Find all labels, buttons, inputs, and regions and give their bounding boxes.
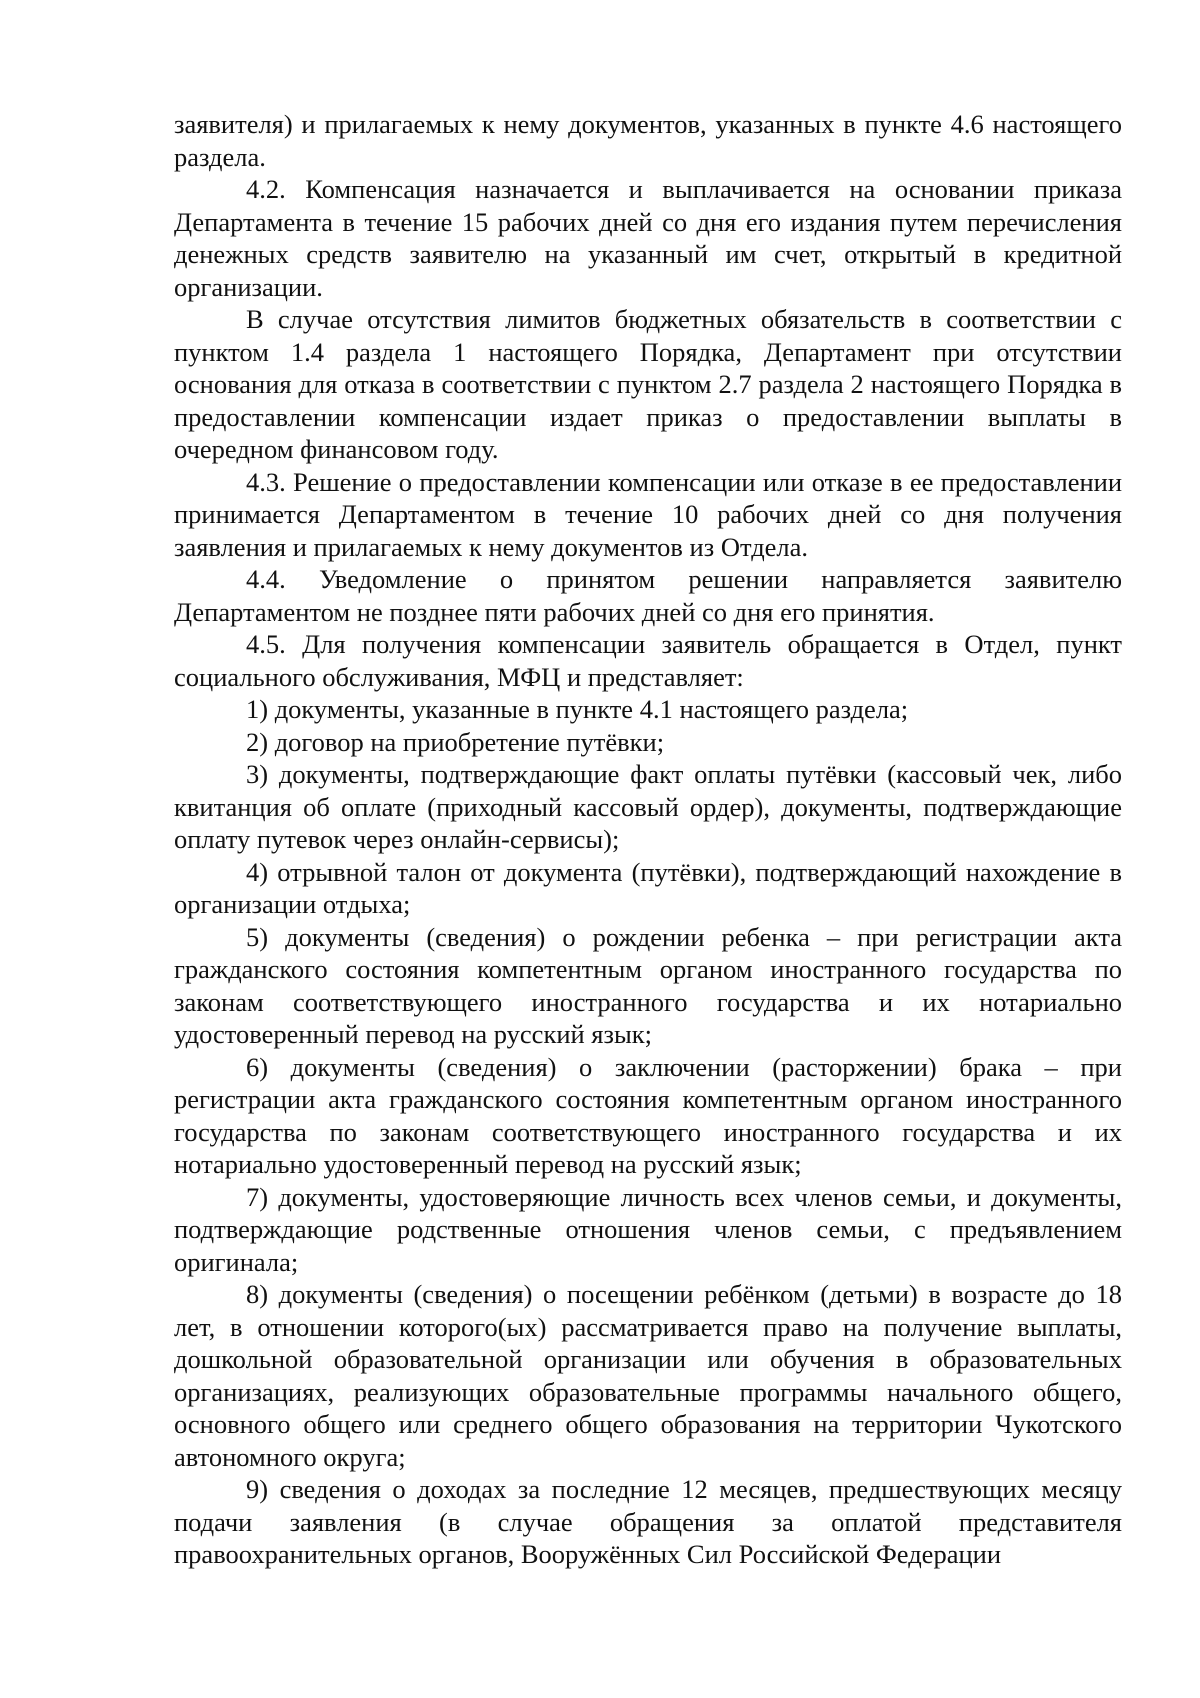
list-item-9: 9) сведения о доходах за последние 12 месяцев, предшествующих месяцу подачи заявления (в случае обращения за оплатой представителя правоохранительных органов, Вооружённых Сил Российской Федерации bbox=[174, 1474, 1122, 1569]
list-item-8: 8) документы (сведения) о посещении ребёнком (детьми) в возрасте до 18 лет, в отношении которого(ых) рассматривается право на получение выплаты, дошкольной образовательной организации или обучения в образовательных организациях, реализующих образовательные программы начального общего, основного общего или среднего общего образования на территории Чукотского автономного округа; bbox=[174, 1279, 1122, 1472]
list-item-4: 4) отрывной талон от документа (путёвки), подтверждающий нахождение в организации отдыха; bbox=[174, 856, 1122, 919]
list-item-2: 2) договор на приобретение путёвки; bbox=[246, 726, 665, 757]
list-item-6: 6) документы (сведения) о заключении (расторжении) брака – при регистрации акта гражданского состояния компетентным органом иностранного государства по законам соответствующего иностранного государства и их нотариально удостоверенный перевод на русский язык; bbox=[174, 1051, 1122, 1179]
paragraph-4-3: 4.3. Решение о предоставлении компенсации или отказе в ее предоставлении принимается Департаментом в течение 10 рабочих дней со дня получения заявления и прилагаемых к нему документов из Отдела. bbox=[174, 466, 1122, 562]
document-page bbox=[174, 108, 1122, 1571]
list-item-7: 7) документы, удостоверяющие личность всех членов семьи, и документы, подтверждающие родственные отношения членов семьи, с предъявлением оригинала; bbox=[174, 1181, 1122, 1277]
paragraph-4-5: 4.5. Для получения компенсации заявитель обращается в Отдел, пункт социального обслуживания, МФЦ и представляет: bbox=[174, 629, 1122, 692]
paragraph-budget-limits: В случае отсутствия лимитов бюджетных обязательств в соответствии с пунктом 1.4 раздела 1 настоящего Порядка, Департамент при отсутствии основания для отказа в соответствии с пунктом 2.7 раздела 2 настоящего Порядка в предоставлении компенсации издает приказ о предоставлении выплаты в очередном финансовом году. bbox=[174, 304, 1122, 464]
paragraph-continuation: заявителя) и прилагаемых к нему документов, указанных в пункте 4.6 настоящего раздела. bbox=[174, 109, 1122, 172]
list-item-5: 5) документы (сведения) о рождении ребенка – при регистрации акта гражданского состояния компетентным органом иностранного государства по законам соответствующего иностранного государства и их нотариально удостоверенный перевод на русский язык; bbox=[174, 921, 1122, 1049]
list-item-1: 1) документы, указанные в пункте 4.1 настоящего раздела; bbox=[246, 694, 909, 724]
paragraph-4-4: 4.4. Уведомление о принятом решении направляется заявителю Департаментом не позднее пяти рабочих дней со дня его принятия. bbox=[174, 564, 1122, 627]
list-item-3: 3) документы, подтверждающие факт оплаты путёвки (кассовый чек, либо квитанция об оплате (приходный кассовый ордер), документы, подтверждающие оплату путевок через онлайн-сервисы); bbox=[174, 759, 1122, 854]
paragraph-4-2: 4.2. Компенсация назначается и выплачивается на основании приказа Департамента в течение 15 рабочих дней со дня его издания путем перечисления денежных средств заявителю на указанный им счет, открытый в кредитной организации. bbox=[174, 174, 1122, 302]
